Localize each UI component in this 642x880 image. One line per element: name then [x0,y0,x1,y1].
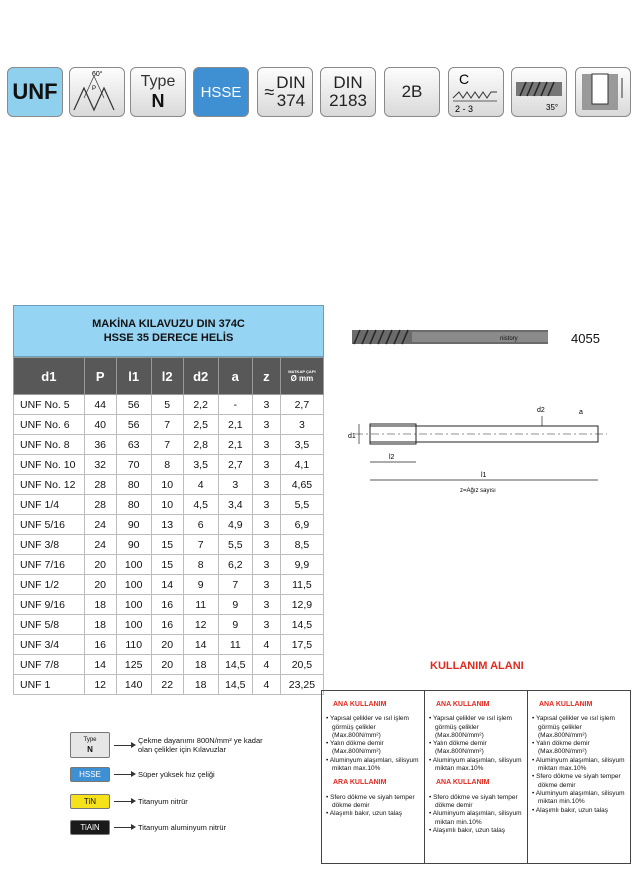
z-note: z=Ağız sayısı [460,488,496,494]
table-row [14,575,324,595]
table-row [14,595,324,615]
table-cell: 4,1 [280,455,323,475]
table-cell: 110 [116,635,151,655]
table-cell: UNF 5/16 [14,515,85,535]
legend-row [70,794,273,809]
arrow-right-icon [114,774,134,775]
usage-item: • Yapısal çelikler ve ısıl işlem görmüş çelikler (Max.800N/mm²) [332,715,421,740]
table-cell: 20 [151,655,183,675]
table-row [14,395,324,415]
usage-item: • Aluminyum alaşımları, silisyum miktarı max.10% [332,757,421,774]
table-cell: 7 [183,535,218,555]
table-cell: 3 [252,475,280,495]
table-row [14,455,324,475]
legend-text: Çekme dayanımı 800N/mm² ye kadar olan çelikler için Kılavuzlar [138,736,263,754]
usage-heading: ARA KULLANIM [333,779,387,787]
legend-row [70,767,273,782]
tolerance-chip [384,67,440,117]
table-cell: 18 [183,675,218,695]
table-body [14,395,324,695]
table-cell: 20 [151,635,183,655]
drill-header-label: Ø mm [290,374,314,383]
table-cell: 125 [116,655,151,675]
table-cell: 6 [183,515,218,535]
table-cell: 3 [252,495,280,515]
table-cell: 7 [218,575,252,595]
legend-text: Süper yüksek hız çeliği [138,770,215,779]
table-cell: 8,5 [280,535,323,555]
table-cell: 2,1 [218,415,252,435]
table-cell: 20,5 [280,655,323,675]
table-cell: 4 [183,475,218,495]
thread-profile-chip [69,67,125,117]
header-p: P [84,358,116,395]
table-cell: 14,5 [218,655,252,675]
table-cell: 56 [116,415,151,435]
table-cell: 10 [151,475,183,495]
table-cell: 3 [252,575,280,595]
table-cell: 3,5 [280,435,323,455]
table-title [13,305,324,357]
blind-hole-icon [576,68,630,116]
approx-icon: ≈ [264,82,275,102]
table-cell: 16 [151,595,183,615]
table-cell: 16 [151,615,183,635]
din2183-line2: 2183 [329,91,367,110]
table-cell: UNF No. 10 [14,455,85,475]
usage-item: • Alaşımlı bakır, uzun talaş [435,827,524,835]
usage-item: • Yalın dökme demir (Max.800N/mm²) [332,740,421,757]
table-cell: 11 [183,595,218,615]
table-row [14,475,324,495]
table-cell: UNF No. 12 [14,475,85,495]
table-cell: UNF No. 6 [14,415,85,435]
table-cell: 16 [84,635,116,655]
table-cell: 3,4 [218,495,252,515]
table-cell: 6,2 [218,555,252,575]
usage-item: • Yalın dökme demir (Max.800N/mm²) [435,740,524,757]
table-cell: 9,9 [280,555,323,575]
table-cell: 18 [183,655,218,675]
table-cell: 2,7 [218,455,252,475]
table-cell: 12 [84,675,116,695]
legend-chip: TiAlN [70,820,110,835]
usage-heading: ANA KULLANIM [333,701,387,708]
table-cell: 12,9 [280,595,323,615]
table-cell: 2,8 [183,435,218,455]
unf-chip [7,67,63,117]
table-cell: 3,5 [183,455,218,475]
table-cell: 4 [252,655,280,675]
usage-box [321,690,631,864]
header-d1: d1 [14,358,85,395]
usage-item: • Aluminyum alaşımları, silisyum miktarı max.10% [538,757,627,774]
table-cell: 14 [151,575,183,595]
table-cell: 3 [252,515,280,535]
legend-chip [70,732,110,758]
article-number: 4055 [571,331,600,346]
table-cell: UNF 5/8 [14,615,85,635]
table-cell: 9 [218,615,252,635]
table-cell: 12 [183,615,218,635]
table-cell: 4 [252,635,280,655]
thread-profile-icon [70,68,124,116]
usage-item: • Sfero dökme ve siyah temper dökme demir [435,794,524,811]
table-cell: 14 [183,635,218,655]
table-cell: 56 [116,395,151,415]
table-cell: 23,25 [280,675,323,695]
legend-text: Titanyum aluminyum nitrür [138,823,227,832]
table-cell: 90 [116,535,151,555]
table-cell: 4 [252,675,280,695]
usage-item: • Alaşımlı bakır, uzun talaş [332,810,421,818]
table-cell: 3 [218,475,252,495]
table-cell: 14,5 [218,675,252,695]
label-a: a [579,409,583,416]
table-cell: 4,65 [280,475,323,495]
header-l1: l1 [116,358,151,395]
hole-chip [575,67,631,117]
table-cell: UNF 1/4 [14,495,85,515]
usage-column [322,691,425,863]
table-cell: 100 [116,575,151,595]
legend-chip-top: Type [83,737,97,743]
table-cell: 100 [116,555,151,575]
table-cell: UNF 3/8 [14,535,85,555]
table-row [14,415,324,435]
table-cell: 3 [252,455,280,475]
usage-item: • Aluminyum alaşımları, silisyum miktarı min.10% [435,810,524,827]
chamfer-icon [449,68,503,116]
usage-item: • Alaşımlı bakır, uzun talaş [538,807,627,815]
table-cell: 3 [252,395,280,415]
table-cell: 24 [84,515,116,535]
helix-angle-label: 35° [546,103,559,112]
helix-tap-icon [512,68,566,116]
usage-column [528,691,630,863]
table-cell: 17,5 [280,635,323,655]
table-cell: 36 [84,435,116,455]
hsse-label: HSSE [200,83,242,101]
table-cell: 80 [116,475,151,495]
table-cell: 4,9 [218,515,252,535]
chamfer-letter: C [459,71,470,87]
spec-table [13,357,324,695]
din374-line1: DIN [276,73,306,92]
table-cell: 18 [84,615,116,635]
table-cell: UNF 1 [14,675,85,695]
table-cell: 22 [151,675,183,695]
table-cell: UNF 1/2 [14,575,85,595]
table-cell: 80 [116,495,151,515]
table-cell: 2,5 [183,415,218,435]
usage-title: KULLANIM ALANI [430,660,524,672]
table-cell: 3 [280,415,323,435]
table-title-line2: HSSE 35 DERECE HELİS [103,332,234,344]
usage-column [425,691,528,863]
usage-item: • Aluminyum alaşımları, silisyum miktarı min.10% [538,790,627,807]
table-cell: 3 [252,615,280,635]
tolerance-label: 2B [401,82,423,101]
table-cell: 3 [252,595,280,615]
table-row [14,675,324,695]
table-cell: 14 [84,655,116,675]
table-cell: 9 [183,575,218,595]
table-cell: UNF 7/16 [14,555,85,575]
table-cell: 3 [252,435,280,455]
table-title-line1: MAKİNA KILAVUZU DIN 374C [92,318,245,330]
tap-tool-image [352,326,548,348]
table-cell: 14,5 [280,615,323,635]
table-cell: 18 [84,595,116,615]
header-l2: l2 [151,358,183,395]
table-cell: 8 [151,455,183,475]
tool-brand: nistory [500,336,518,342]
table-cell: 5,5 [280,495,323,515]
table-cell: 15 [151,555,183,575]
table-cell: 24 [84,535,116,555]
table-cell: 2,1 [218,435,252,455]
table-cell: 5 [151,395,183,415]
arrow-right-icon [114,745,134,746]
thread-pitch-label: P [92,86,97,92]
drill-header-small: MATKAP ÇAPI [288,369,316,374]
table-cell: 100 [116,595,151,615]
table-cell: 4,5 [183,495,218,515]
table-cell: 140 [116,675,151,695]
table-row [14,535,324,555]
table-cell: 70 [116,455,151,475]
din2183-line1: DIN [333,73,363,92]
table-cell: 100 [116,615,151,635]
table-cell: 15 [151,535,183,555]
arrow-right-icon [114,801,134,802]
legend-text: Titanyum nitrür [138,797,188,806]
din374-chip [257,67,313,117]
table-cell: 90 [116,515,151,535]
table-cell: 3 [252,535,280,555]
tap-spec-table [13,305,324,695]
usage-heading: ANA KULLANIM [436,701,490,708]
table-cell: UNF No. 5 [14,395,85,415]
table-cell: 11 [218,635,252,655]
table-cell: 40 [84,415,116,435]
legend-chip: HSSE [70,767,110,782]
label-d2: d2 [537,407,545,414]
din2183-chip [320,67,376,117]
legend-chip: TiN [70,794,110,809]
table-row [14,655,324,675]
header-drill [280,358,323,395]
label-d1: d1 [348,433,356,440]
chamfer-value: 2 - 3 [455,104,474,114]
unf-label: UNF [12,79,58,104]
din374-line2: 374 [276,91,306,110]
header-z: z [252,358,280,395]
table-cell: 10 [151,495,183,515]
table-cell: 28 [84,475,116,495]
table-cell: 3 [252,555,280,575]
thread-angle-label: 60° [92,71,103,78]
legend-chip-label: N [87,745,93,754]
helix-chip [511,67,567,117]
table-cell: 44 [84,395,116,415]
table-cell: UNF 7/8 [14,655,85,675]
table-row [14,615,324,635]
table-cell: 63 [116,435,151,455]
table-row [14,435,324,455]
hsse-chip [193,67,249,117]
arrow-right-icon [114,827,134,828]
usage-item: • Sfero dökme ve siyah temper dökme demir [332,794,421,811]
table-cell: 7 [151,435,183,455]
table-cell: 20 [84,555,116,575]
table-cell: 3 [252,415,280,435]
table-cell: 7 [151,415,183,435]
header-d2: d2 [183,358,218,395]
table-row [14,495,324,515]
table-row [14,555,324,575]
chamfer-chip [448,67,504,117]
type-value: N [151,90,165,111]
table-cell: 32 [84,455,116,475]
label-l2: l2 [389,454,395,461]
usage-item: • Sfero dökme ve siyah temper dökme demir [538,773,627,790]
table-cell: 8 [183,555,218,575]
usage-item: • Aluminyum alaşımları, silisyum miktarı max.10% [435,757,524,774]
table-cell: 6,9 [280,515,323,535]
table-cell: 13 [151,515,183,535]
table-cell: 20 [84,575,116,595]
table-cell: UNF 9/16 [14,595,85,615]
table-cell: 11,5 [280,575,323,595]
legend-row [70,820,273,835]
legend-row [70,732,273,758]
type-label: Type [140,72,176,90]
table-row [14,635,324,655]
table-row [14,515,324,535]
usage-heading: ANA KULLANIM [539,701,593,708]
table-cell: 2,2 [183,395,218,415]
label-l1: l1 [481,472,487,479]
usage-item: • Yapısal çelikler ve ısıl işlem görmüş çelikler (Max.800N/mm²) [435,715,524,740]
usage-item: • Yapısal çelikler ve ısıl işlem görmüş çelikler (Max.800N/mm²) [538,715,627,740]
type-n-chip [130,67,186,117]
technical-drawing [345,400,615,500]
table-cell: - [218,395,252,415]
table-cell: 5,5 [218,535,252,555]
usage-item: • Yalın dökme demir (Max.800N/mm²) [538,740,627,757]
table-cell: 28 [84,495,116,515]
table-cell: UNF No. 8 [14,435,85,455]
table-cell: UNF 3/4 [14,635,85,655]
table-cell: 9 [218,595,252,615]
usage-heading: ANA KULLANIM [436,779,490,787]
header-a: a [218,358,252,395]
table-cell: 2,7 [280,395,323,415]
